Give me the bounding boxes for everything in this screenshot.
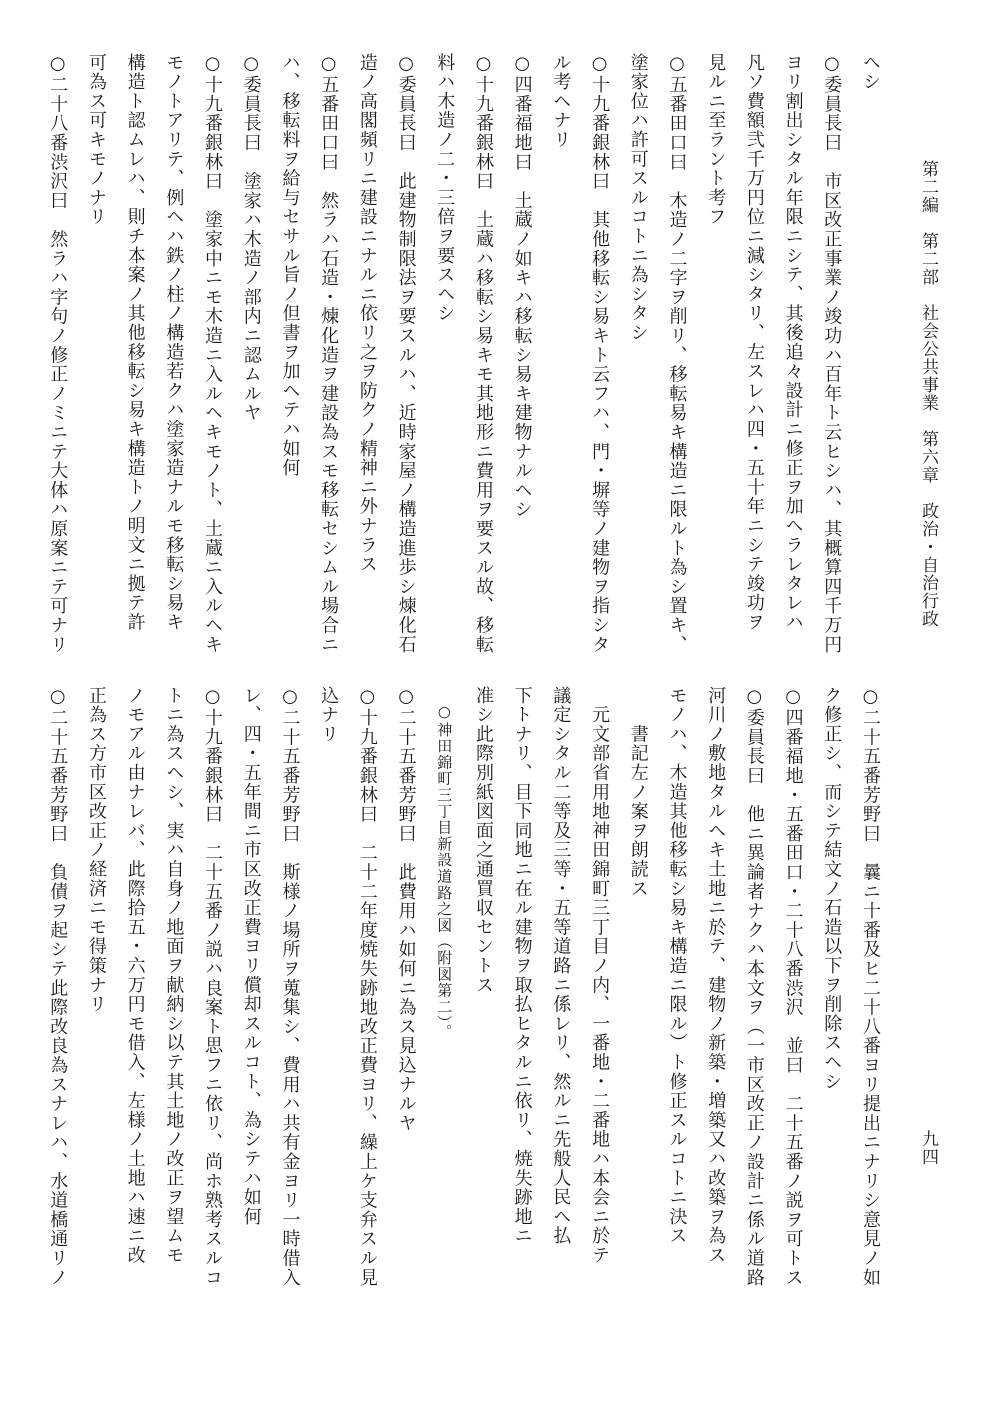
text-column: ○十九番銀林曰 塗家中ニモ木造ニ入ルヘキモノト、土蔵ニ入ルヘキ [202, 53, 224, 655]
text-column: ○五番田口曰 然ラハ石造・煉化造ヲ建設為スモ移転セシムル場合ニ [318, 53, 340, 655]
text-column: ○二十五番芳野曰 曩ニ十番及ヒ二十八番ヨリ提出ニナリシ意見ノ如 [860, 686, 881, 1288]
text-column: ○神田錦町三丁目新設道路之図（附図第二）。 [435, 686, 454, 1041]
text-column: ○十九番銀林曰 土蔵ハ移転シ易キモ其地形ニ費用ヲ要スル故、移転 [472, 53, 494, 655]
running-header: 第二編 第二部 社会公共事業 第六章 政治・自治行政 [918, 160, 938, 628]
text-column: 准シ此際別紙図面之通買収セントス [472, 686, 494, 995]
text-column: ○二十五番芳野曰 斯様ノ場所ヲ蒐集シ、費用ハ共有金ヨリ一時借入 [279, 686, 301, 1288]
text-column: 見ルニ至ラント考フ [705, 53, 727, 227]
text-column: ○二十五番芳野曰 負債ヲ起シテ此際改良為スナレハ、水道橋通リノ [47, 686, 69, 1288]
text-column: ○四番福地・五番田口・二十八番渋沢 並曰 二十五番ノ説ヲ可トス [782, 686, 804, 1288]
text-column: 凡ソ費額弐千万円位ニ減シタリ、左スレハ四・五十年ニシテ竣功ヲ [743, 53, 765, 632]
text-column: 下トナリ、目下同地ニ在ル建物ヲ取払ヒタルニ依リ、焼失跡地ニ [511, 686, 533, 1246]
text-column: ノモアル由ナレバ、此際拾五・六万円モ借入、左様ノ土地ハ速ニ改 [124, 686, 146, 1265]
text-column: ○委員長曰 市区改正事業ノ竣功ハ百年ト云ヒシハ、其概算四千万円 [821, 53, 843, 655]
text-column: 書記左ノ案ヲ朗読ス [627, 686, 649, 899]
text-column: 造ノ高閣頻リニ建設ニナルニ依リ之ヲ防クノ精神ニ外ナラス [356, 53, 378, 575]
text-column: ヘシ [860, 53, 881, 92]
text-column: 料ハ木造ノ二・三倍ヲ要スヘシ [434, 53, 456, 324]
page-number: 九四 [918, 1130, 938, 1166]
text-column: 正為ス方市区改正ノ経済ニモ得策ナリ [85, 686, 107, 1015]
text-column: ○委員長曰 他ニ異論者ナクハ本文ヲ（一市区改正ノ設計ニ係ル道路 [743, 686, 765, 1288]
text-column: トニ為スヘシ、実ハ自身ノ地面ヲ献納シ以テ其土地ノ改正ヲ望ムモ [163, 686, 185, 1265]
text-column: 元文部省用地神田錦町三丁目ノ内、一番地・二番地ハ本会ニ於テ [589, 686, 611, 1265]
text-column: ○四番福地曰 土蔵ノ如キハ移転シ易キ建物ナルヘシ [511, 53, 533, 520]
text-column: ○委員長曰 塗家ハ木造ノ部内ニ認ムルヤ [240, 53, 262, 423]
text-column: 構造ト認ムレハ、則チ本案ノ其他移転シ易キ構造トノ明文ニ拠テ許 [124, 53, 146, 632]
text-column: モノハ、木造其他移転シ易キ構造ニ限ル）ト修正スルコトニ決ス [666, 686, 688, 1246]
lower-text-block [38, 686, 889, 1336]
text-column: 河川ノ敷地タルヘキ土地ニ於テ、建物ノ新築・増築又ハ改築ヲ為ス [705, 686, 727, 1265]
text-column: ル考ヘナリ [550, 53, 572, 150]
text-column: モノトアリテ、例ヘハ鉄ノ柱ノ構造若クハ塗家造ナルモ移転シ易キ [163, 53, 185, 632]
text-column: ヨリ割出シタル年限ニシテ、其後追々設計ニ修正ヲ加ヘラレタレハ [782, 53, 804, 632]
text-column: ○二十五番芳野曰 此費用ハ如何ニ為ス見込ナルヤ [395, 686, 417, 1133]
upper-text-block [38, 53, 889, 653]
text-column: レ、四・五年間ニ市区改正費ヨリ償却スルコト、為シテハ如何 [240, 686, 262, 1227]
text-column: 塗家位ハ許可スルコトニ為シタシ [627, 53, 649, 343]
text-column: ハ、移転料ヲ給与セサル旨ノ但書ヲ加ヘテハ如何 [279, 53, 301, 478]
text-column: ク修正シ、而シテ結文ノ石造以下ヲ削除スヘシ [821, 686, 843, 1092]
text-column: ○十九番銀林曰 其他移転シ易キト云フハ、門・塀等ノ建物ヲ指シタ [589, 53, 611, 655]
text-column: ○二十八番渋沢曰 然ラハ字句ノ修正ノミニテ大体ハ原案ニテ可ナリ [47, 53, 69, 655]
text-column: ○五番田口曰 木造ノ二字ヲ削リ、移転易キ構造ニ限ルト為シ置キ、 [666, 53, 688, 655]
text-column: ○十九番銀林曰 二十二年度焼失跡地改正費ヨリ、繰上ケ支弁スル見 [356, 686, 378, 1288]
text-column: ○委員長曰 此建物制限法ヲ要スルハ、近時家屋ノ構造進歩シ煉化石 [395, 53, 417, 655]
text-column: 議定シタル二等及三等・五等道路ニ係レリ、然ルニ先般人民ヘ払 [550, 686, 572, 1246]
text-column: 可為ス可キモノナリ [85, 53, 107, 227]
text-column: ○十九番銀林曰 二十五番ノ説ハ良案ト思フニ依リ、尚ホ熟考スルコ [202, 686, 224, 1288]
text-column: 込ナリ [318, 686, 340, 744]
